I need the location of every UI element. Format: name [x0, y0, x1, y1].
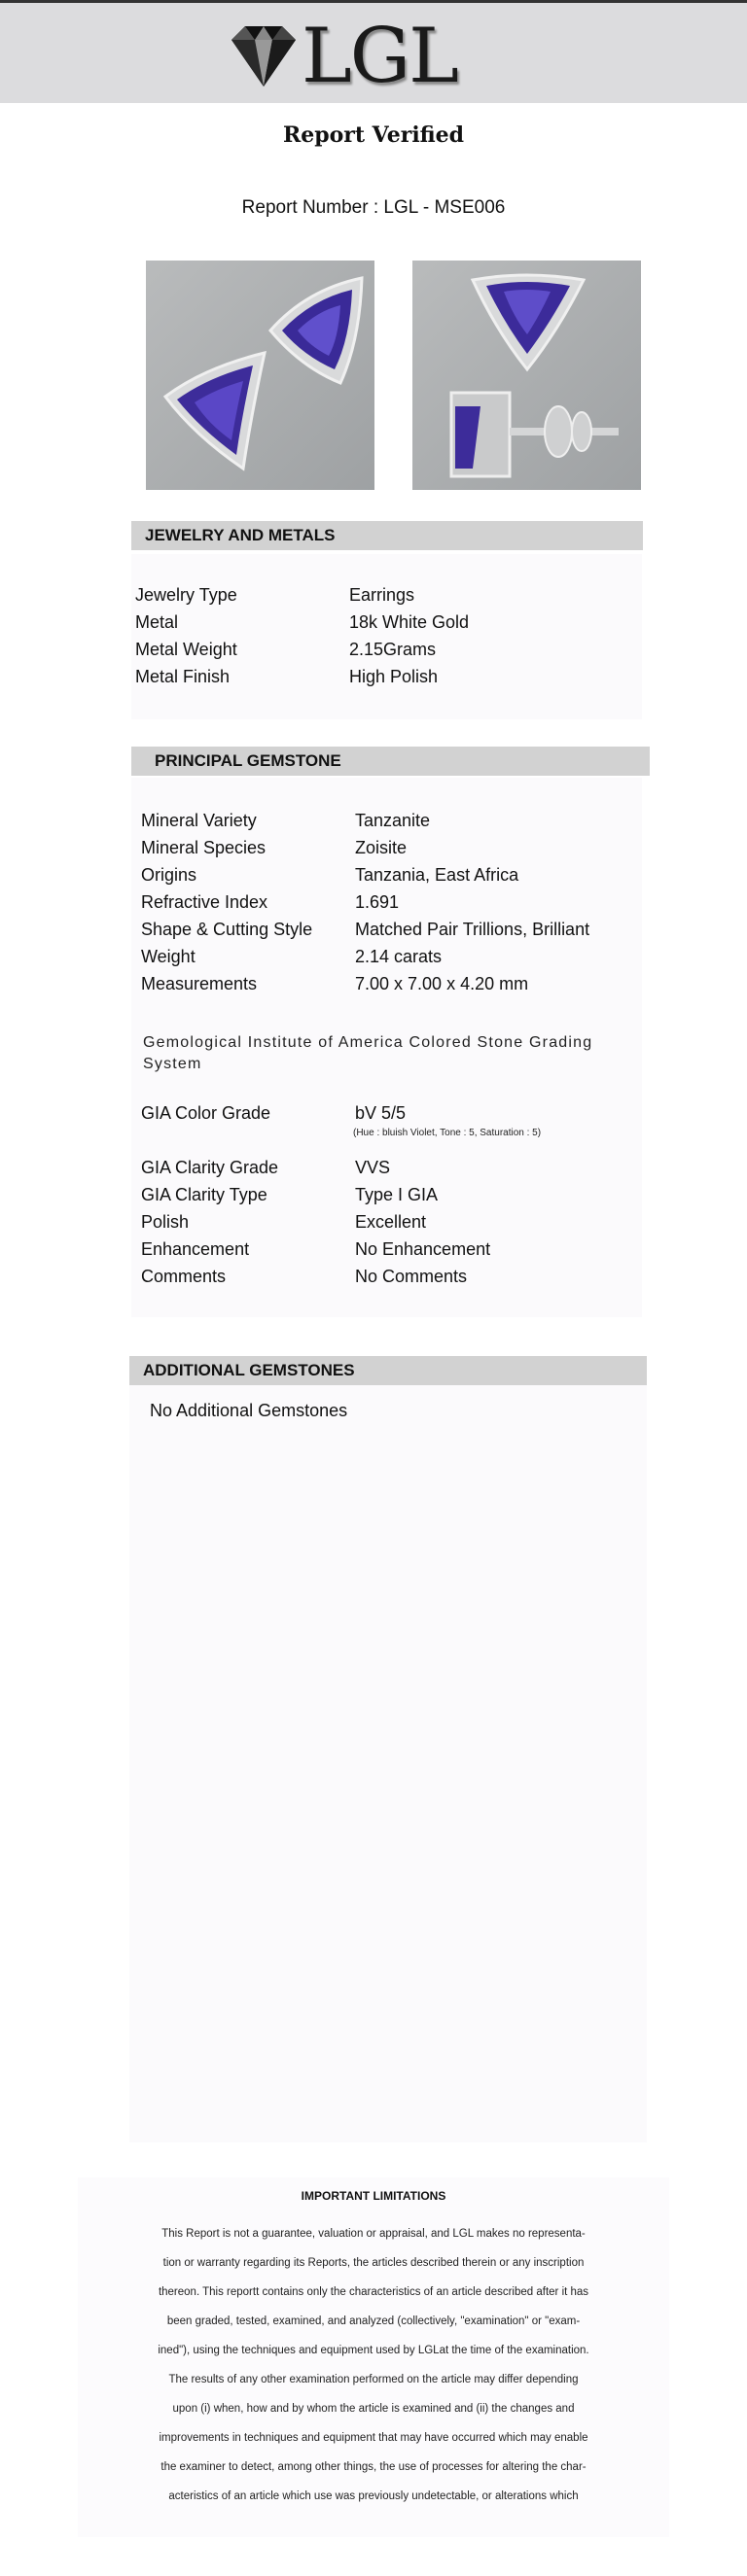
report-number: Report Number : LGL - MSE006 [241, 197, 506, 218]
limitations-line: upon (i) when, how and by whom the article is examined and (ii) the changes and [172, 2403, 575, 2415]
gemstone-label: Enhancement [141, 1239, 250, 1259]
trillion-gemstone-icon [165, 278, 362, 469]
additional-panel [129, 1384, 647, 2142]
gemstone-value: Zoisite [355, 838, 408, 857]
limitations-line: ined"), using the techniques and equipment used by LGLat the time of the examination. [158, 2345, 589, 2356]
jewelry-label: Jewelry Type [135, 585, 237, 605]
gemstone-value: Tanzania, East Africa [355, 865, 519, 885]
gemstone-value: No Comments [355, 1267, 468, 1286]
header-banner [0, 3, 747, 103]
gemstone-label: Refractive Index [141, 892, 268, 912]
gemstone-label: Measurements [141, 974, 258, 993]
gemstone-label: Polish [141, 1212, 190, 1232]
trillion-gemstone-icon [451, 275, 619, 476]
gemstone-value: 1.691 [355, 892, 400, 912]
limitations-line: The results of any other examination performed on the article may differ depending [168, 2374, 579, 2385]
gemstone-label: GIA Clarity Type [141, 1185, 267, 1204]
gemstone-label: Weight [141, 947, 196, 966]
limitations-line: acteristics of an article which use was previously undetectable, or alterations which [168, 2490, 579, 2502]
gemstone-label: Mineral Variety [141, 811, 257, 830]
limitations-line: the examiner to detect, among other things, the use of processes for altering the char- [160, 2461, 587, 2473]
gemstone-value: Tanzanite [355, 811, 431, 830]
gemstone-label: Mineral Species [141, 838, 267, 857]
gia-grading-system: Gemological Institute of America Colored Stone Grading System [143, 1034, 593, 1072]
gemstone-label: GIA Clarity Grade [141, 1158, 279, 1177]
jewelry-label: Metal [135, 612, 179, 632]
gemstone-value: 7.00 x 7.00 x 4.20 mm [355, 974, 529, 993]
jewelry-value: Earrings [349, 585, 415, 605]
gemstone-label: Comments [141, 1267, 227, 1286]
color-grade-note: (Hue : bluish Violet, Tone : 5, Saturation : 5) [353, 1128, 542, 1138]
limitations-line: improvements in techniques and equipment that may have occurred which may enable [159, 2432, 588, 2444]
gemstone-value: Excellent [355, 1212, 427, 1232]
logo-text: LGL [302, 13, 457, 100]
gia-color-grade-value: bV 5/5 [355, 1103, 407, 1123]
limitations-line: thereon. This reportt contains only the characteristics of an article described after it has [158, 2286, 589, 2298]
gemstone-label: Origins [141, 865, 197, 885]
jewelry-label: Metal Weight [135, 640, 237, 659]
jewelry-value: 18k White Gold [349, 612, 470, 632]
limitations-line: been graded, tested, examined, and analyzed (collectively, "examination" or "exam- [166, 2315, 581, 2327]
gemstone-value: No Enhancement [355, 1239, 491, 1259]
jewelry-label: Metal Finish [135, 667, 231, 686]
earrings-front-photo [146, 261, 374, 490]
diamond-icon [226, 22, 302, 90]
additional-section-heading: ADDITIONAL GEMSTONES [129, 1356, 647, 1385]
limitations-title: IMPORTANT LIMITATIONS [301, 2189, 446, 2203]
lgl-logo[interactable] [226, 13, 457, 100]
earrings-side-photo [412, 261, 641, 490]
page-title: Report Verified [282, 122, 465, 148]
limitations-line: This Report is not a guarantee, valuation or appraisal, and LGL makes no representa- [161, 2228, 586, 2240]
limitations-line: tion or warranty regarding its Reports, the articles described therein or any inscription [162, 2257, 585, 2269]
gemstone-label: Shape & Cutting Style [141, 920, 313, 939]
jewelry-value: High Polish [349, 667, 439, 686]
gia-color-grade-label: GIA Color Grade [141, 1103, 271, 1123]
jewelry-panel [131, 554, 642, 719]
gemstone-value: Matched Pair Trillions, Brilliant [355, 920, 590, 939]
gemstone-value: Type I GIA [355, 1185, 439, 1204]
no-additional-gemstones: No Additional Gemstones [150, 1401, 348, 1420]
jewelry-value: 2.15Grams [349, 640, 437, 659]
principal-section-heading: PRINCIPAL GEMSTONE [131, 747, 650, 776]
jewelry-section-heading: JEWELRY AND METALS [131, 521, 643, 550]
gemstone-value: VVS [355, 1158, 391, 1177]
gemstone-value: 2.14 carats [355, 947, 443, 966]
